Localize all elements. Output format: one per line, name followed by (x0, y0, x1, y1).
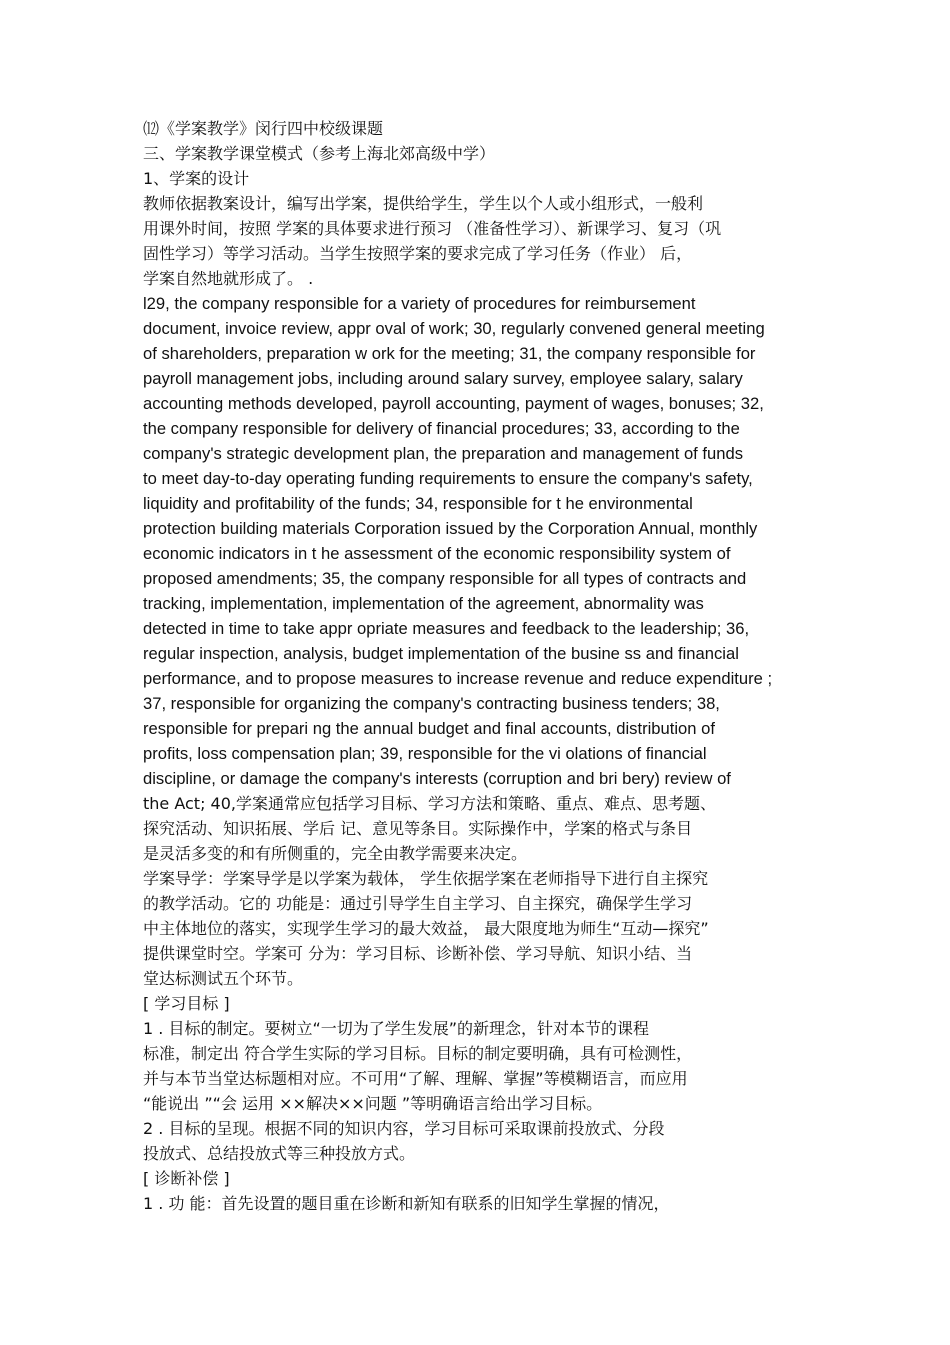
doc-line: protection building materials Corporation issued by the Corporation Annual, monthly (143, 519, 758, 538)
doc-line: “能说出 ”“会 运用 ××解决××问题 ”等明确语言给出学习目标。 (143, 1094, 603, 1113)
doc-line: [ 学习目标 ] (143, 994, 230, 1013)
doc-line: 是灵活多变的和有所侧重的，完全由教学需要来决定。 (143, 844, 528, 863)
doc-line: company's strategic development plan, the preparation and management of funds (143, 444, 743, 463)
doc-line: 三、学案教学课堂模式（参考上海北郊高级中学） (143, 144, 496, 163)
doc-line: 堂达标测试五个环节。 (143, 969, 304, 988)
doc-line: 固性学习）等学习活动。当学生按照学案的要求完成了学习任务（作业） 后， (143, 244, 693, 263)
doc-line: ⑿《学案教学》闵行四中校级课题 (143, 119, 384, 138)
doc-line: 学案导学：学案导学是以学案为载体， 学生依据学案在老师指导下进行自主探究 (143, 869, 709, 888)
doc-line: the company responsible for delivery of financial procedures; 33, according to the (143, 419, 740, 438)
doc-line: of shareholders, preparation w ork for the meeting; 31, the company responsible for (143, 344, 756, 363)
doc-line: the Act; 40,学案通常应包括学习目标、学习方法和策略、重点、难点、思考题、 (143, 794, 717, 813)
doc-line: proposed amendments; 35, the company responsible for all types of contracts and (143, 569, 747, 588)
doc-line: 用课外时间，按照 学案的具体要求进行预习 （准备性学习）、新课学习、复习（巩 (143, 219, 722, 238)
doc-line: 投放式、总结投放式等三种投放方式。 (143, 1144, 416, 1163)
doc-line: profits, loss compensation plan; 39, responsible for the vi olations of financial (143, 744, 707, 763)
doc-line: responsible for prepari ng the annual budget and final accounts, distribution of (143, 719, 715, 738)
doc-line: 2 . 目标的呈现。根据不同的知识内容，学习目标可采取课前投放式、分段 (143, 1119, 665, 1138)
doc-line: 教师依据教案设计，编写出学案，提供给学生，学生以个人或小组形式，一般利 (143, 194, 704, 213)
doc-line: to meet day-to-day operating funding requirements to ensure the company's safety, (143, 469, 753, 488)
doc-line: discipline, or damage the company's interests (corruption and bri bery) review of (143, 769, 731, 788)
doc-line: 学案自然地就形成了。 . (143, 269, 314, 288)
doc-line: document, invoice review, appr oval of work; 30, regularly convened general meeting (143, 319, 765, 338)
doc-line: liquidity and profitability of the funds; 34, responsible for t he environmental (143, 494, 693, 513)
doc-line: 1、学案的设计 (143, 169, 250, 188)
doc-line: 标准，制定出 符合学生实际的学习目标。目标的制定要明确，具有可检测性， (143, 1044, 693, 1063)
doc-line: [ 诊断补偿 ] (143, 1169, 230, 1188)
doc-line: 1 . 功 能：首先设置的题目重在诊断和新知有联系的旧知学生掌握的情况， (143, 1194, 670, 1213)
doc-line: economic indicators in t he assessment of the economic responsibility system of (143, 544, 731, 563)
doc-line: 探究活动、知识拓展、学后 记、意见等条目。实际操作中，学案的格式与条目 (143, 819, 693, 838)
doc-line: accounting methods developed, payroll accounting, payment of wages, bonuses; 32, (143, 394, 764, 413)
doc-line: l29, the company responsible for a variety of procedures for reimbursement (143, 294, 696, 313)
doc-line: performance, and to propose measures to increase revenue and reduce expenditure ; (143, 669, 773, 688)
doc-line: payroll management jobs, including around salary survey, employee salary, salary (143, 369, 743, 388)
doc-line: 中主体地位的落实，实现学生学习的最大效益， 最大限度地为师生“互动—探究” (143, 919, 709, 938)
doc-line: 的教学活动。它的 功能是：通过引导学生自主学习、自主探究，确保学生学习 (143, 894, 693, 913)
doc-line: detected in time to take appr opriate measures and feedback to the leadership; 36, (143, 619, 750, 638)
doc-line: 37, responsible for organizing the company's contracting business tenders; 38, (143, 694, 720, 713)
doc-line: 1 . 目标的制定。要树立“一切为了学生发展”的新理念，针对本节的课程 (143, 1019, 650, 1038)
doc-line: regular inspection, analysis, budget implementation of the busine ss and financial (143, 644, 739, 663)
doc-line: 并与本节当堂达标题相对应。不可用“了解、理解、掌握”等模糊语言，而应用 (143, 1069, 688, 1088)
doc-line: 提供课堂时空。学案可 分为：学习目标、诊断补偿、学习导航、知识小结、当 (143, 944, 693, 963)
doc-line: tracking, implementation, implementation of the agreement, abnormality was (143, 594, 704, 613)
